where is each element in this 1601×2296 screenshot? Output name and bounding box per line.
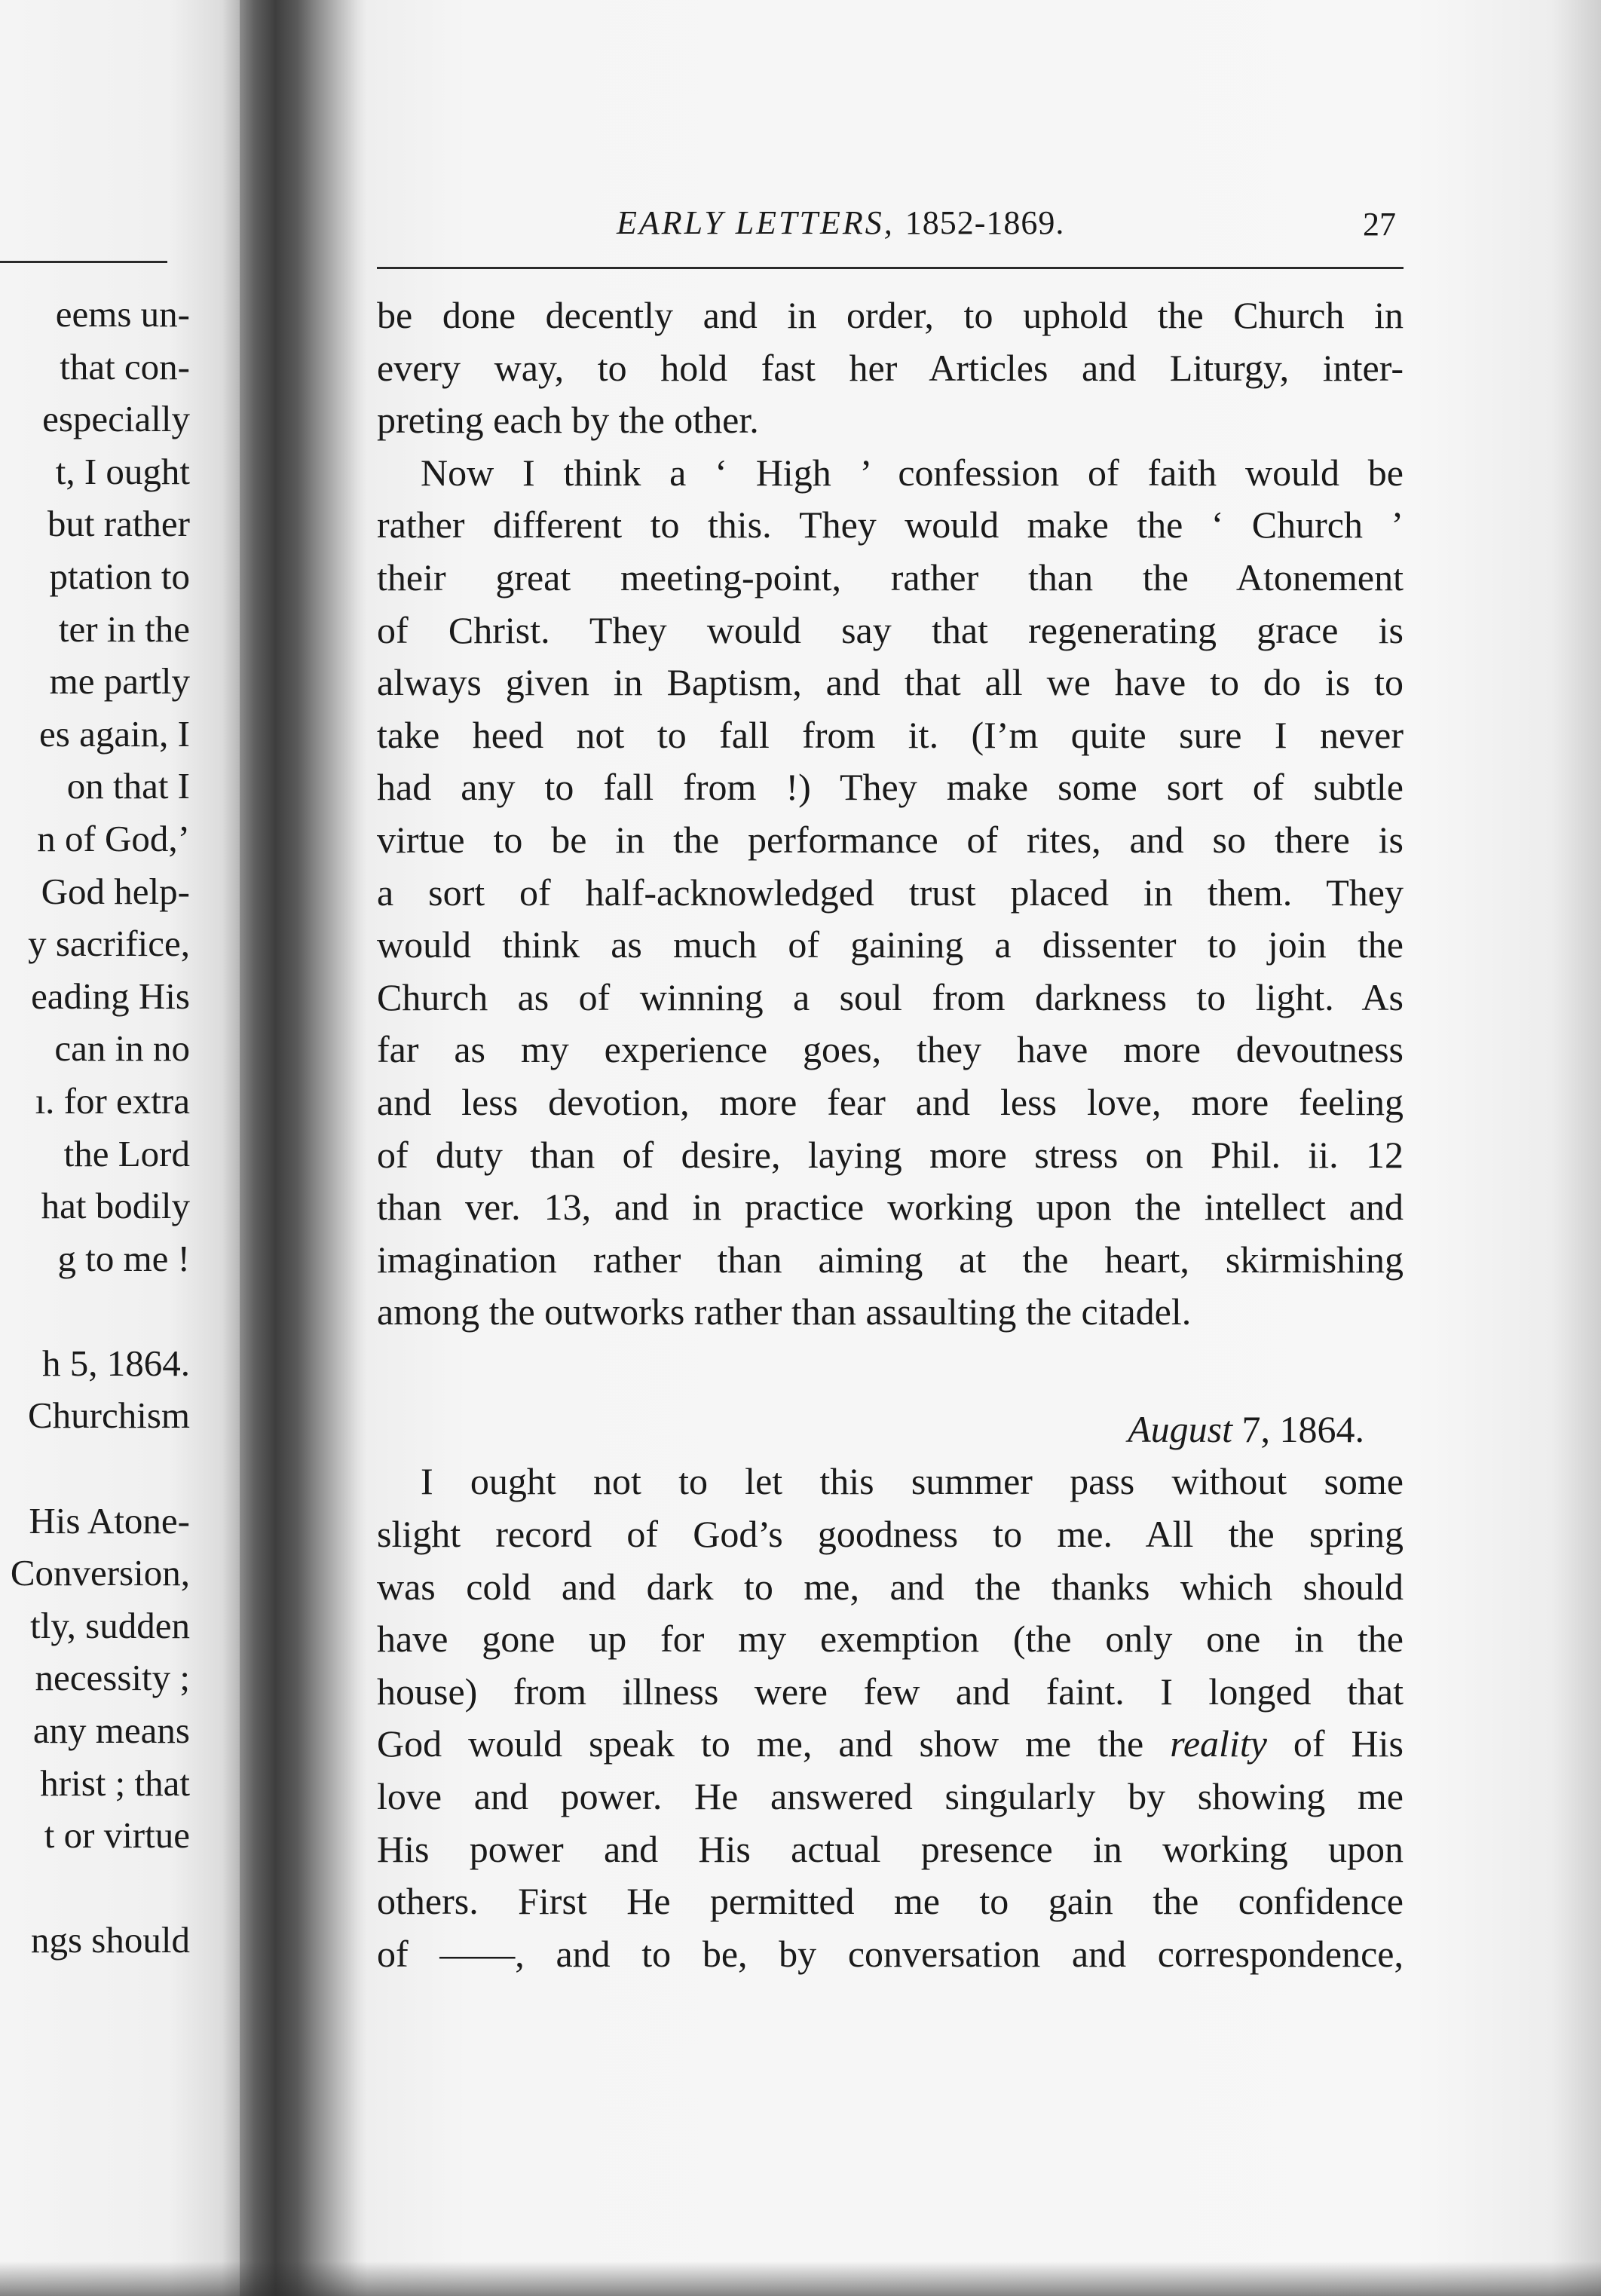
left-page-fragment <box>0 0 241 2296</box>
left-page-line: can in no <box>54 1027 190 1070</box>
left-page-line: the Lord <box>63 1132 190 1174</box>
left-page-line: tly, sudden <box>30 1604 190 1646</box>
left-page-line: hat bodily <box>41 1185 190 1227</box>
left-page-text <box>0 288 190 1967</box>
text-line: slight record of God’s goodness to me. All the spring <box>377 1513 1404 1556</box>
text-line: of duty than of desire, laying more stress on Phil. ii. 12 <box>377 1133 1404 1176</box>
text-line: have gone up for my exemption (the only one in the <box>377 1618 1404 1661</box>
text-line: and less devotion, more fear and less love, more feeling <box>377 1080 1404 1123</box>
running-head-title <box>617 204 1064 242</box>
left-page-line: y sacrifice, <box>28 923 190 965</box>
running-head <box>368 204 1396 256</box>
text-segment: of His <box>1266 1722 1404 1765</box>
left-page-line: eading His <box>31 975 190 1017</box>
left-page-line: h 5, 1864. <box>42 1342 190 1384</box>
left-page-line: His Atone- <box>29 1499 190 1541</box>
left-page-line: ngs should <box>30 1919 190 1961</box>
text-line: among the outworks rather than assaulting the citadel. <box>377 1290 1192 1333</box>
running-head-rule <box>377 267 1404 269</box>
left-page-line: t, I ought <box>55 450 190 492</box>
left-page-line: ı. for extra <box>35 1079 190 1122</box>
running-head-years: 1852-1869. <box>905 204 1065 241</box>
left-page-line: any means <box>32 1710 190 1752</box>
text-line: had any to fall from !) They make some sort of subtle <box>377 766 1404 809</box>
left-page-line: g to me ! <box>57 1237 190 1279</box>
text-line: virtue to be in the performance of rites, and so there is <box>377 818 1404 861</box>
left-page-line: that con- <box>60 345 190 387</box>
text-line: others. First He permitted me to gain the confidence <box>377 1880 1404 1923</box>
text-line: His power and His actual presence in working upon <box>377 1827 1404 1870</box>
left-page-line: n of God,’ <box>37 817 190 859</box>
book-gutter-shadow <box>240 0 368 2296</box>
dateline <box>377 1404 1404 1456</box>
left-page-line: es again, I <box>39 712 190 755</box>
text-line: than ver. 13, and in practice working upon the intellect and <box>377 1186 1404 1229</box>
right-page <box>368 0 1601 2296</box>
text-line: house) from illness were few and faint. I longed that <box>377 1670 1404 1713</box>
text-line: take heed not to fall from it. (I’m quite sure I never <box>377 713 1404 756</box>
running-head-title-text: EARLY LETTERS, <box>617 204 895 241</box>
left-page-line: eems un- <box>55 293 190 335</box>
left-page-line: on that I <box>66 765 190 807</box>
left-page-line: me partly <box>49 660 190 703</box>
left-page-line: especially <box>42 398 190 440</box>
scan-bottom-shadow <box>0 2261 1601 2296</box>
italic-word-reality: reality <box>1170 1722 1267 1765</box>
text-line: their great meeting-point, rather than the Atonement <box>377 556 1404 598</box>
text-line: of ——, and to be, by conversation and correspondence, <box>377 1932 1404 1975</box>
left-page-line: God help- <box>41 870 190 912</box>
left-page-line <box>0 1284 190 1337</box>
text-line: a sort of half-acknowledged trust placed in them. They <box>377 871 1404 914</box>
left-page-line: Churchism <box>27 1394 190 1437</box>
page-body-text <box>377 289 1404 1980</box>
text-line: love and power. He answered singularly by showing me <box>377 1775 1404 1818</box>
text-line: Now I think a ‘ High ’ confession of faith would be <box>421 451 1404 494</box>
dateline-month: August <box>1128 1407 1232 1450</box>
left-page-head-rule <box>0 261 167 263</box>
left-page-line: t or virtue <box>44 1814 190 1857</box>
text-line: Church as of winning a soul from darkness to light. As <box>377 975 1404 1018</box>
left-page-line: but rather <box>47 503 190 545</box>
text-line: would think as much of gaining a dissenter to join the <box>377 923 1404 966</box>
text-line: always given in Baptism, and that all we have to do is to <box>377 661 1404 704</box>
left-page-line: hrist ; that <box>40 1762 190 1804</box>
text-line: rather different to this. They would make the ‘ Church ’ <box>377 504 1404 546</box>
left-page-line: ptation to <box>49 555 190 597</box>
left-page-line <box>0 1442 190 1495</box>
text-line: was cold and dark to me, and the thanks which should <box>377 1565 1404 1608</box>
text-segment: God would speak to me, and show me the <box>377 1722 1171 1765</box>
text-line: every way, to hold fast her Articles and Liturgy, inter- <box>377 346 1404 389</box>
dateline-day-year: 7, 1864. <box>1232 1407 1364 1450</box>
text-line: be done decently and in order, to uphold the Church in <box>377 294 1404 336</box>
left-page-line <box>0 1862 190 1915</box>
left-page-line: Conversion, <box>10 1552 190 1594</box>
left-page-line: necessity ; <box>35 1657 190 1699</box>
paragraph-3 <box>377 1456 1404 1980</box>
left-page-line: ter in the <box>58 608 190 650</box>
text-line-with-italic <box>377 1718 1404 1771</box>
page-number: 27 <box>1363 206 1396 243</box>
text-line: imagination rather than aiming at the heart, skirmishing <box>377 1238 1404 1281</box>
text-line: I ought not to let this summer pass without some <box>421 1460 1404 1503</box>
paragraph-1 <box>377 289 1404 447</box>
text-line: preting each by the other. <box>377 399 759 442</box>
text-line: of Christ. They would say that regenerating grace is <box>377 608 1404 651</box>
paragraph-2 <box>377 447 1404 1339</box>
text-line: far as my experience goes, they have more devoutness <box>377 1028 1404 1071</box>
